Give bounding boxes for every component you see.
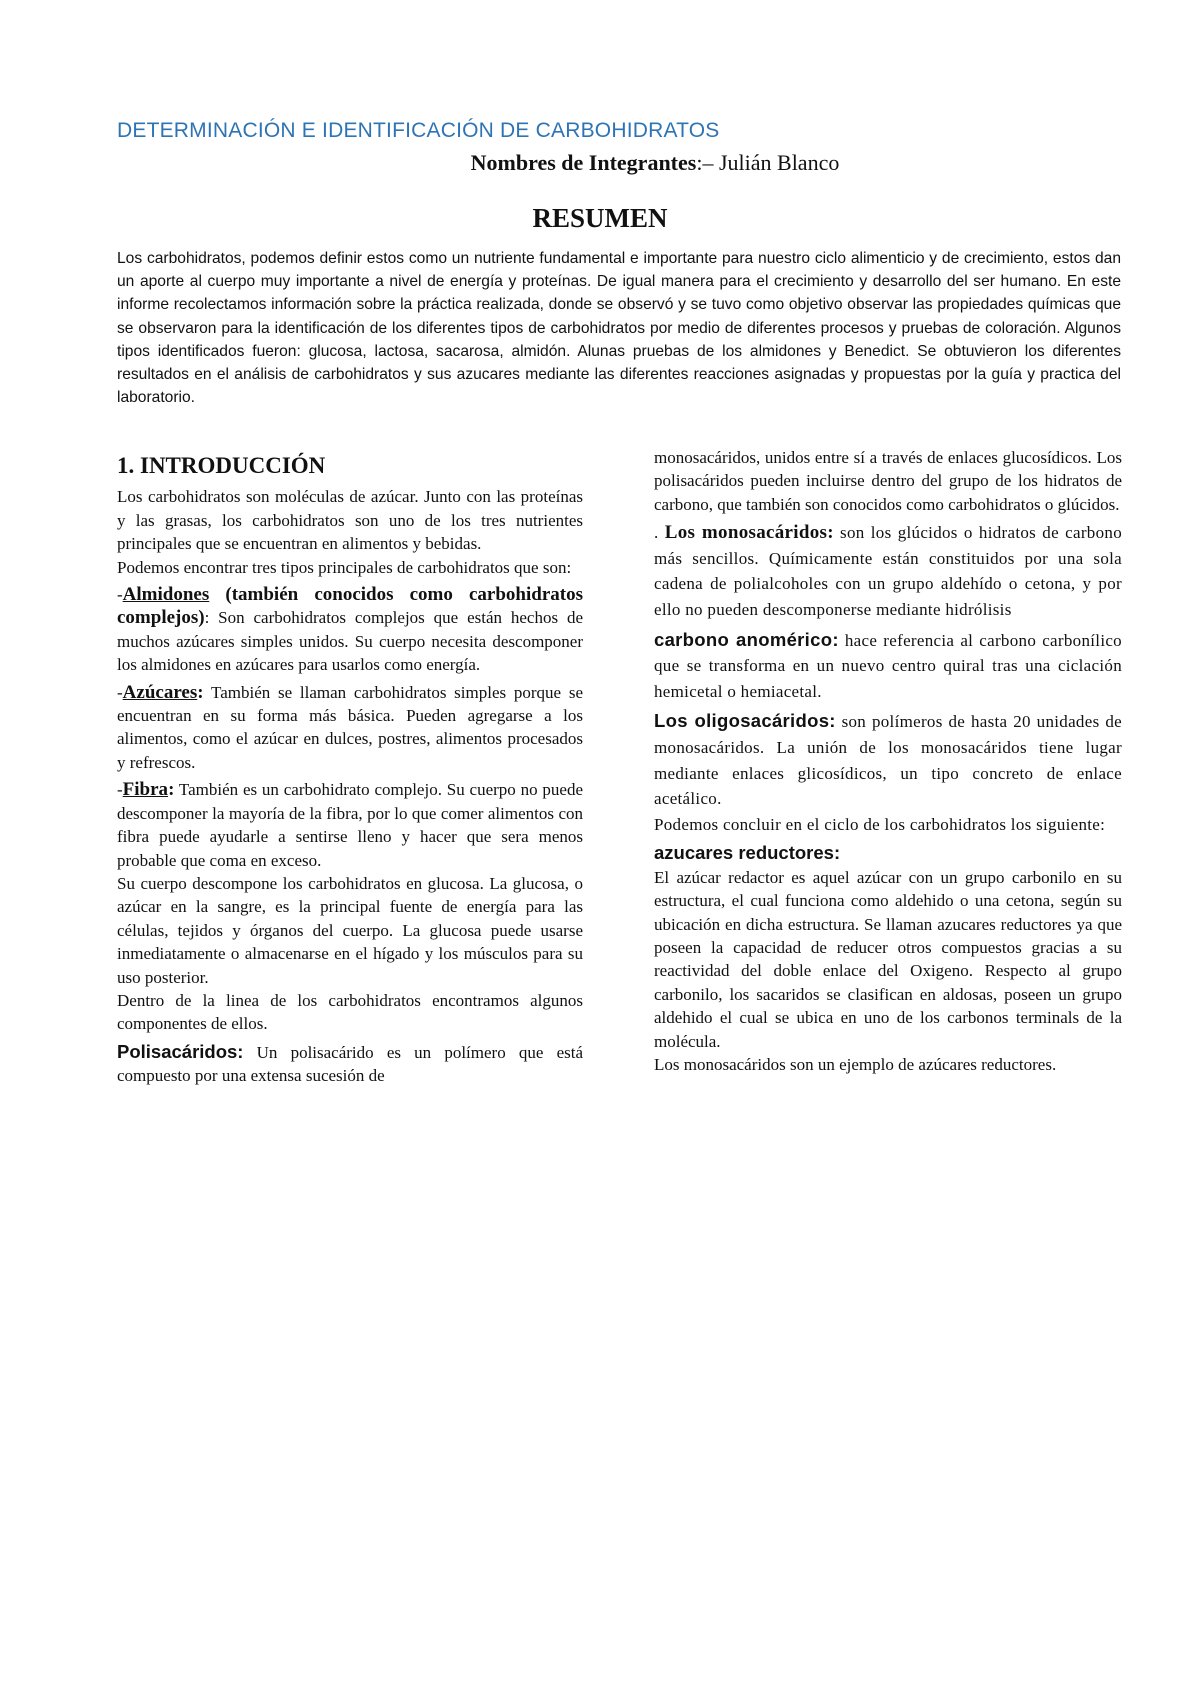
abstract-heading: RESUMEN	[532, 203, 668, 233]
right-column	[654, 446, 1122, 1076]
abstract-text: Los carbohidratos, podemos definir estos como un nutriente fundamental e importante para nuestro ciclo alimenticio y de crecimiento, estos dan un aporte al cuerpo muy importante a nivel de energía y proteínas. De igual manera para el crecimiento y desarrollo del ser humano. En este informe recolectamos información sobre la práctica realizada, donde se observó y se tuvo como objetivo observar las propiedades químicas que se observaron para la identificación de los diferentes tipos de carbohidratos por medio de diferentes procesos y pruebas de coloración. Algunos tipos identificados fueron: glucosa, lactosa, sacarosa, almidón. Alunas pruebas de los almidones y Benedict. Se obtuvieron los diferentes resultados en el análisis de carbohidratos y sus azucares mediante las diferentes reacciones asignadas y propuestas por la guía y practica del laboratorio.	[117, 250, 1121, 407]
fibra-term: Fibra	[122, 779, 169, 801]
oligosacaridos-term: Los oligosacáridos:	[654, 710, 836, 732]
monosacaridos-text: son los glúcidos o hidratos de carbono más sencillos. Químicamente están constituidos por una sola cadena de polialcoholes con un grupo aldehído o cetona, y por ello no pueden descomponerse mediante hidrólisis	[654, 523, 1122, 619]
almidones-text: : Son carbohidratos complejos que están hechos de muchos azúcares simples unidos. Su cuerpo necesita descomponer los almidones en azúcares para usarlos como energía.	[117, 608, 583, 675]
anomerico-text: hace referencia al carbono carbonílico que se transforma en un nuevo centro quiral tras una ciclación hemicetal o hemiacetal.	[654, 630, 1122, 701]
reductores-heading	[654, 841, 1122, 865]
section-title: 1. INTRODUCCIÓN	[117, 453, 326, 478]
document-title: DETERMINACIÓN E IDENTIFICACIÓN DE CARBOHIDRATOS	[117, 119, 720, 142]
conclusion-line: Podemos concluir en el ciclo de los carbohidratos los siguiente:	[654, 814, 1106, 834]
fibra-colon: :	[168, 779, 175, 801]
azucares-paragraph	[117, 681, 583, 775]
almidones-term: Almidones	[122, 584, 210, 606]
almidones-dash: -	[117, 585, 123, 605]
fibra-dash: -	[117, 780, 123, 800]
intro-paragraph-3: Su cuerpo descompone los carbohidratos en glucosa. La glucosa, o azúcar en la sangre, es la principal fuente de energía para las células, tejidos y órganos del cuerpo. La glucosa puede usarse inmediatamente o almacenarse en el hígado y los músculos para su uso posterior.	[117, 873, 583, 987]
left-column	[117, 448, 583, 1088]
intro-paragraph-1: Los carbohidratos son moléculas de azúcar. Junto con las proteínas y las grasas, los carbohidratos son uno de los tres nutrientes principales que se encuentran en alimentos y bebidas.	[117, 487, 583, 554]
fibra-paragraph	[117, 778, 583, 872]
almidones-paren: (también conocidos como carbohidratos complejos)	[117, 584, 583, 629]
monosacaridos-paragraph	[654, 520, 1122, 622]
polisacaridos-term: Polisacáridos:	[117, 1040, 244, 1062]
members-value: Julián Blanco	[718, 150, 840, 175]
intro-paragraph-4: Dentro de la linea de los carbohidratos encontramos algunos componentes de ellos.	[117, 990, 583, 1034]
reductores-last-line: Los monosacáridos son un ejemplo de azúcares reductores.	[654, 1055, 1057, 1074]
oligosacaridos-text: son polímeros de hasta 20 unidades de monosacáridos. La unión de los monosacáridos tiene lugar mediante enlaces glicosídicos, un tipo concreto de enlace acetálico.	[654, 712, 1122, 809]
polisacaridos-continued: monosacáridos, unidos entre sí a través de enlaces glucosídicos. Los polisacáridos pueden incluirse dentro del grupo de los hidratos de carbono, que también son conocidos como carbohidratos o glúcidos.	[654, 448, 1122, 514]
members-separator: :–	[696, 150, 719, 175]
polisacaridos-text: Un polisacárido es un polímero que está compuesto por una extensa sucesión de	[117, 1042, 583, 1086]
azucares-dash: -	[117, 682, 123, 702]
reductores-term: azucares reductores:	[654, 842, 841, 864]
azucares-text: También se llaman carbohidratos simples porque se encuentran en su forma más básica. Pueden agregarse a los alimentos, como el azúcar en dulces, postres, alimentos procesados y refrescos.	[117, 682, 583, 772]
members-label: Nombres de Integrantes	[470, 150, 697, 175]
reductores-text: El azúcar redactor es aquel azúcar con un grupo carbonilo en su estructura, el cual funciona como aldehido o una cetona, según su ubicación en dicha estructura. Se llaman azucares reductores ya que poseen la capacidad de reducer otros compuestos gracias a su reactividad del doble enlace del Oxigeno. Respecto al grupo carbonilo, los sacaridos se clasifican en aldosas, poseen un grupo aldehido el cual se ubica en uno de los carbonos terminals de la molécula.	[654, 867, 1122, 1051]
azucares-colon: :	[197, 681, 204, 703]
fibra-text: También es un carbohidrato complejo. Su cuerpo no puede descomponer la mayoría de la fibra, por lo que comer alimentos con fibra puede ayudarle a sentirse lleno y hacer que sera menos probable que coma en exceso.	[117, 780, 583, 870]
almidones-paragraph	[117, 583, 583, 677]
monosacaridos-term: Los monosacáridos:	[664, 522, 834, 544]
monosacaridos-prefix: .	[654, 523, 665, 543]
anomerico-paragraph	[654, 627, 1122, 705]
oligosacaridos-paragraph	[654, 708, 1122, 811]
anomerico-term: carbono anomérico:	[654, 628, 839, 650]
polisacaridos-paragraph	[117, 1040, 583, 1088]
members-line	[0, 150, 1200, 176]
intro-paragraph-2: Podemos encontrar tres tipos principales de carbohidratos que son:	[117, 557, 572, 577]
azucares-term: Azúcares	[122, 681, 198, 703]
